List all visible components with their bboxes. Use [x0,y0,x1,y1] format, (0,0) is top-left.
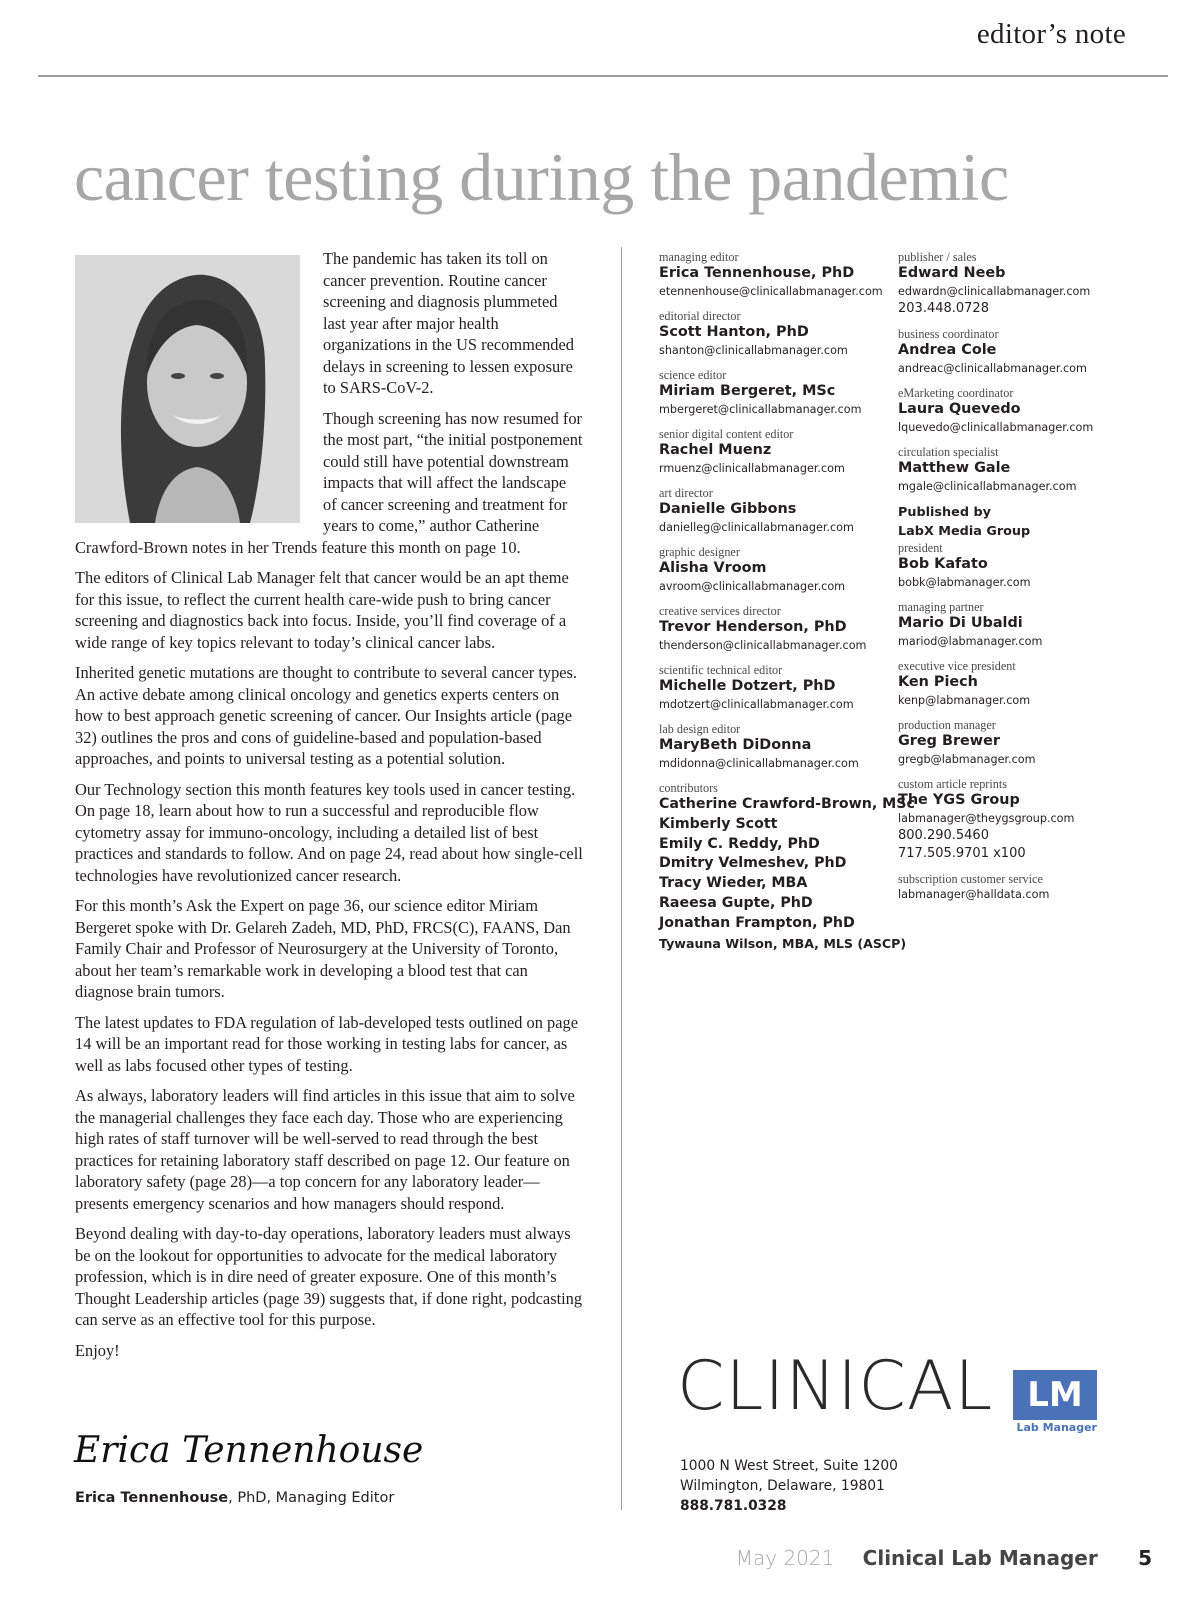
staff-name: Trevor Henderson, PhD [659,619,847,635]
signature-title: , PhD, Managing Editor [228,1490,395,1506]
staff-email[interactable]: mbergeret@clinicallabmanager.com [659,403,862,416]
staff-email[interactable]: avroom@clinicallabmanager.com [659,580,846,593]
masthead-entry [659,604,889,654]
address-phone: 888.781.0328 [680,1498,787,1514]
staff-name: Erica Tennenhouse, PhD [659,265,855,281]
staff-role: business coordinator [898,327,999,341]
staff-email[interactable]: mgale@clinicallabmanager.com [898,480,1077,493]
body-paragraph: The pandemic has taken its toll on cancer prevention. Routine cancer screening and diagnosis plummeted last year after major health organizations in the US recommended delays in screening to lessen exposure to SARS-CoV-2. [323,249,574,397]
masthead-left [659,250,915,962]
contributor-name: Dmitry Velmeshev, PhD [659,855,847,872]
staff-email[interactable]: gregb@labmanager.com [898,753,1036,766]
address-line: Wilmington, Delaware, 19801 [680,1478,885,1494]
staff-role: managing partner [898,600,984,614]
masthead-entry [898,600,1138,650]
publisher-address [680,1456,898,1516]
signature: Erica Tennenhouse [74,1430,424,1471]
body-paragraph: As always, laboratory leaders will find articles in this issue that aim to solve the managerial challenges they face each day. Those who are experiencing high rates of staff turnover will be well-served to read through the best practices for retaining laboratory staff described on page 12. Our feature on laboratory safety (page 28)—a top concern for any laboratory leader—presents emergency scenarios and how managers should respond. [75,1086,575,1213]
issue-date: May 2021 [735,1546,835,1570]
staff-name: Matthew Gale [898,460,1011,476]
body-paragraph: The latest updates to FDA regulation of lab-developed tests outlined on page 14 will be an important read for those working in testing labs for cancer, as well as labs focused other types of testing. [75,1012,578,1075]
contributor-name: Emily C. Reddy, PhD [659,835,820,852]
staff-email[interactable]: kenp@labmanager.com [898,694,1031,707]
logo-subtitle: Lab Manager [1016,1421,1097,1434]
masthead-entry [898,250,1138,318]
staff-name: MaryBeth DiDonna [659,737,812,753]
staff-name: Edward Neeb [898,265,1006,281]
publisher-block [898,504,1138,541]
masthead-right [898,250,1138,912]
publisher-group: LabX Media Group [898,523,1031,539]
staff-role: managing editor [659,250,739,264]
signature-name: Erica Tennenhouse [75,1490,229,1506]
page-number: 5 [1138,1546,1152,1570]
staff-role: science editor [659,368,727,382]
staff-email[interactable]: labmanager@theygsgroup.com [898,812,1075,825]
staff-phone: 800.290.5460 [898,828,989,843]
staff-name: Danielle Gibbons [659,501,797,517]
staff-email[interactable]: bobk@labmanager.com [898,576,1031,589]
contributor-name: Catherine Crawford-Brown, MSc [659,796,915,812]
staff-role: lab design editor [659,722,741,736]
staff-email[interactable]: mdidonna@clinicallabmanager.com [659,757,859,770]
masthead-entry [659,545,889,595]
body-paragraph: Beyond dealing with day-to-day operations, laboratory leaders must always be on the lookout for opportunities to advocate for the medical laboratory profession, which is in dire need of greater exposure. One of this month’s Thought Leadership articles (page 39) suggests that, if done right, podcasting can serve as an effective tool for this purpose. [75,1224,583,1329]
contributors-block [659,781,915,953]
staff-role: publisher / sales [898,250,977,264]
contributor-name: Raeesa Gupte, PhD [659,894,813,911]
contributor-name: Jonathan Frampton, PhD [659,914,855,931]
staff-role: editorial director [659,309,741,323]
staff-name: Michelle Dotzert, PhD [659,678,836,694]
masthead-entry [898,872,1138,903]
staff-phone: 203.448.0728 [898,301,989,316]
masthead-entry [659,250,889,300]
masthead-entry [898,327,1138,377]
staff-role: scientific technical editor [659,663,783,677]
staff-phone: 717.505.9701 x100 [898,846,1026,861]
body-paragraph: Enjoy! [75,1340,120,1360]
column-divider [621,247,622,1510]
body-paragraph: Our Technology section this month features key tools used in cancer testing. On page 18, learn about how to run a successful and reproducible flow cytometry assay for immuno-oncology, including a detailed list of best practices and standards to follow. And on page 24, read about how single-cell technologies have revolutionized cancer research. [75,779,583,885]
masthead-entry [898,777,1138,863]
staff-name: Scott Hanton, PhD [659,324,809,340]
staff-role: production manager [898,718,996,732]
body-paragraph: The editors of Clinical Lab Manager felt that cancer would be an apt theme for this issue, to reflect the current health care-wide push to bring cancer screening and diagnostics back into focus. Inside, you’ll find coverage of a wide range of key topics relevant to today’s clinical cancer labs. [75,568,569,652]
staff-email[interactable]: rmuenz@clinicallabmanager.com [659,462,845,475]
body-paragraph: For this month’s Ask the Expert on page 36, our science editor Miriam Bergeret spoke with Dr. Gelareh Zadeh, MD, PhD, FRCS(C), FAANS, Dan Family Chair and Professor of Neurosurgery at the University of Toronto, about her team’s remarkable work in developing a blood test that can diagnose brain tumors. [75,896,571,1001]
staff-name: Miriam Bergeret, MSc [659,383,836,399]
staff-email[interactable]: andreac@clinicallabmanager.com [898,362,1087,375]
staff-name: Mario Di Ubaldi [898,615,1023,631]
staff-role: creative services director [659,604,781,618]
staff-name: Andrea Cole [898,342,997,358]
staff-email[interactable]: etennenhouse@clinicallabmanager.com [659,285,883,298]
staff-name: Rachel Muenz [659,442,772,458]
staff-email[interactable]: danielleg@clinicallabmanager.com [659,521,854,534]
address-line: 1000 N West Street, Suite 1200 [680,1458,898,1474]
masthead-entry [898,445,1138,495]
masthead-entry [659,663,889,713]
magazine-name: Clinical Lab Manager [862,1546,1098,1570]
contributors-role: contributors [659,781,718,795]
masthead-entry [898,386,1138,436]
masthead-entry [659,722,889,772]
section-label: editor’s note [976,18,1126,50]
masthead-entry [898,718,1138,768]
staff-email[interactable]: mdotzert@clinicallabmanager.com [659,698,854,711]
staff-name: The YGS Group [898,792,1020,808]
photo-wrap-space [75,248,323,533]
masthead-entry [898,541,1138,591]
masthead-entry [898,659,1138,709]
staff-role: art director [659,486,713,500]
body-text [75,248,583,1370]
page-footer [736,1546,1152,1570]
contributor-name: Kimberly Scott [659,815,778,832]
contributor-name: Tywauna Wilson, MBA, MLS (ASCP) [659,935,907,951]
staff-name: Ken Piech [898,674,978,690]
top-rule [38,75,1168,77]
staff-role: custom article reprints [898,777,1007,791]
published-by: Published by [898,505,991,520]
staff-email[interactable]: thenderson@clinicallabmanager.com [659,639,867,652]
staff-role: senior digital content editor [659,427,794,441]
staff-role: subscription customer service [898,872,1043,886]
staff-name: Alisha Vroom [659,560,767,576]
staff-email[interactable]: lquevedo@clinicallabmanager.com [898,421,1094,434]
staff-name: Bob Kafato [898,556,988,572]
staff-email[interactable]: edwardn@clinicallabmanager.com [898,285,1091,298]
staff-role: executive vice president [898,659,1016,673]
staff-role: circulation specialist [898,445,999,459]
staff-email[interactable]: mariod@labmanager.com [898,635,1043,648]
logo-badge: LM [1013,1370,1097,1420]
signature-caption [75,1490,394,1506]
staff-role: president [898,541,943,555]
staff-role: eMarketing coordinator [898,386,1014,400]
staff-email[interactable]: shanton@clinicallabmanager.com [659,344,848,357]
staff-email[interactable]: labmanager@halldata.com [898,888,1050,901]
masthead-entry [659,368,889,418]
staff-name: Greg Brewer [898,733,1000,749]
contributor-name: Tracy Wieder, MBA [659,875,808,892]
logo-wordmark: CLINICAL [677,1347,994,1426]
body-paragraph: Though screening has now resumed for the most part, “the initial postponement could still have potential downstream impacts that will affect the landscape of cancer screening and treatment for years to come,” author Catherine Crawford-Brown notes in her Trends feature this month on page 10. [75,408,583,557]
staff-role: graphic designer [659,545,740,559]
body-paragraph: Inherited genetic mutations are thought to contribute to several cancer types. An active debate among clinical oncology and genetics experts centers on how to best approach genetic screening of cancer. Our Insights article (page 32) outlines the pros and cons of guideline-based and population-based approaches, and points to universal testing as a potential solution. [75,663,578,768]
masthead-entry [659,309,889,359]
masthead-entry [659,427,889,477]
masthead-entry [659,486,889,536]
staff-name: Laura Quevedo [898,401,1021,417]
headline: cancer testing during the pandemic [74,139,1009,215]
